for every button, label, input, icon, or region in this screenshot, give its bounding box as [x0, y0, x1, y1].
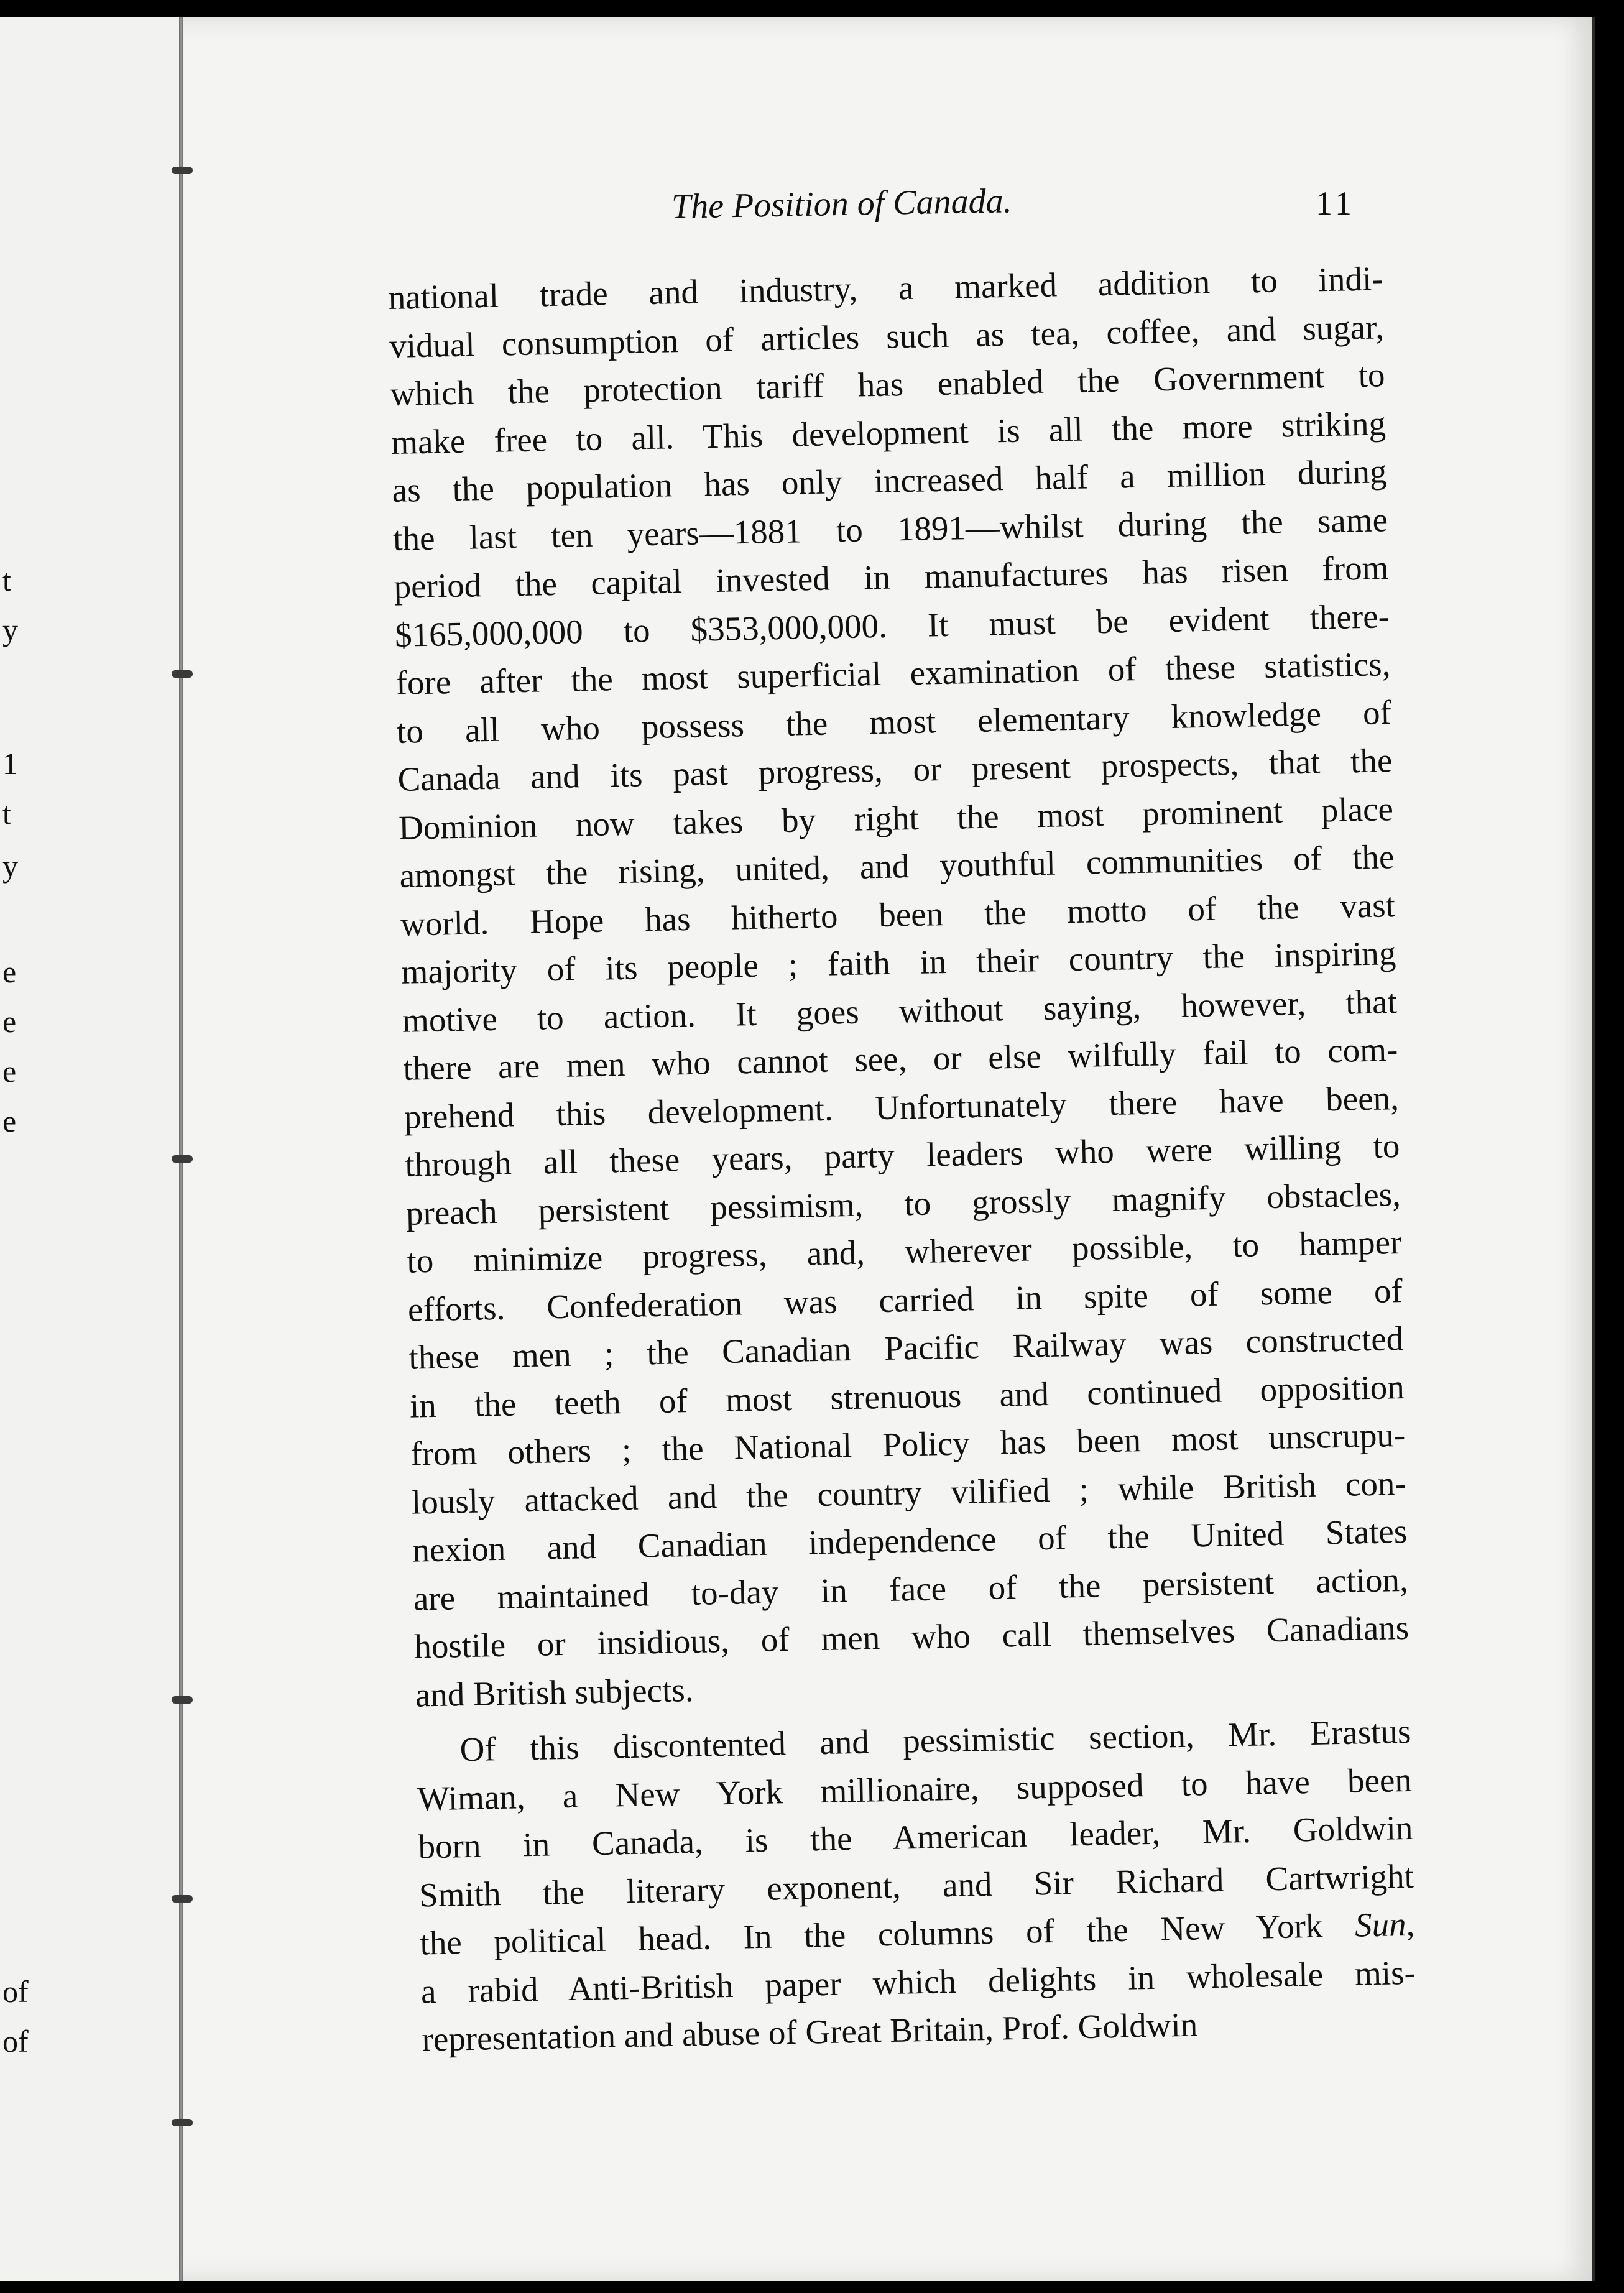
previous-page-letter: of [2, 2024, 29, 2059]
text-line: from others ; the National Policy has been most unscrupu- [410, 1415, 1406, 1473]
text-line: in the teeth of most strenuous and continued opposition [409, 1367, 1405, 1425]
binding-stitch [172, 670, 193, 678]
text-line: motive to action. It goes without saying, however, that [402, 982, 1398, 1040]
text-line: Of this discontented and pessimistic section, Mr. Erastus [459, 1712, 1411, 1769]
text-line: as the population has only increased half a million during [392, 452, 1387, 509]
text-line: there are men who cannot see, or else wilfully fail to com- [402, 1030, 1398, 1087]
text-line: Wiman, a New York millionaire, supposed to have been [417, 1760, 1413, 1818]
binding-stitch [172, 1155, 193, 1163]
text-line: Dominion now takes by right the most prominent place [398, 789, 1394, 847]
text-line: nexion and Canadian independence of the United States [412, 1511, 1408, 1569]
previous-page-letter: e [2, 1004, 17, 1039]
punctuation: , [1405, 1904, 1415, 1944]
text-line: efforts. Confederation was carried in spite of some of [407, 1271, 1403, 1329]
running-title: The Position of Canada. [671, 182, 1013, 226]
previous-page-letter: 1 [2, 746, 18, 781]
previous-page-letter: e [2, 1104, 17, 1138]
text-line: born in Canada, is the American leader, Mr. Goldwin [417, 1808, 1413, 1866]
previous-page-letter: e [2, 954, 17, 989]
text-line: world. Hope has hitherto been the motto of the vast [400, 885, 1396, 943]
text-line: vidual consumption of articles such as tea, coffee, and sugar, [389, 307, 1385, 365]
previous-page-letter: e [2, 1054, 17, 1089]
text-line: majority of its people ; faith in their country the inspiring [400, 934, 1396, 991]
text-line: $165,000,000 to $353,000,000. It must be evident there- [394, 596, 1390, 654]
text-line: prehend this development. Unfortunately there have been, [404, 1078, 1400, 1136]
previous-page-letter: of [2, 1974, 29, 2009]
text-line: are maintained to-day in face of the persistent action, [413, 1560, 1409, 1618]
text-line: Smith the literary exponent, and Sir Richard Cartwright [418, 1857, 1414, 1914]
text-line: the last ten years—1881 to 1891—whilst during the same [392, 500, 1388, 558]
book-page [0, 17, 1595, 2281]
text-line: to all who possess the most elementary knowledge of [396, 693, 1392, 750]
page-number: 11 [1316, 185, 1355, 222]
text-line-content: the political head. In the columns of the New York [419, 1906, 1355, 1962]
book-binding-gutter [179, 17, 183, 2281]
text-line: period the capital invested in manufactures has risen from [394, 548, 1389, 606]
text-line: a rabid Anti-British paper which delights in wholesale mis- [420, 1953, 1416, 2010]
text-line: make free to all. This development is all the more striking [390, 404, 1386, 461]
text-line: national trade and industry, a marked addition to indi- [388, 259, 1384, 316]
body-text [388, 254, 1417, 2064]
binding-stitch [172, 1895, 193, 1903]
binding-stitch [172, 2119, 193, 2126]
running-head [0, 184, 1592, 234]
text-line: to minimize progress, and, wherever possible, to hamper [406, 1222, 1402, 1280]
text-line: representation and abuse of Great Britain, Prof. Goldwin [421, 2005, 1198, 2059]
previous-page-edge [0, 17, 180, 2281]
italic-word: Sun [1354, 1905, 1407, 1944]
text-line: these men ; the Canadian Pacific Railway was constructed [408, 1319, 1404, 1377]
previous-page-letter: y [2, 612, 18, 647]
text-line: preach persistent pessimism, to grossly magnify obstacles, [405, 1174, 1401, 1232]
text-line: lously attacked and the country vilified ; while British con- [411, 1464, 1407, 1521]
previous-page-letters [0, 17, 50, 2281]
text-line: Canada and its past progress, or present prospects, that the [397, 741, 1393, 798]
text-line: amongst the rising, united, and youthful communities of the [399, 837, 1395, 895]
previous-page-letter: t [2, 563, 11, 597]
binding-stitch [172, 167, 193, 174]
text-line: and British subjects. [415, 1670, 694, 1714]
text-line: through all these years, party leaders who were willing to [404, 1127, 1400, 1184]
previous-page-letter: t [2, 796, 11, 831]
previous-page-letter: y [2, 849, 18, 884]
text-line: fore after the most superficial examination of these statistics, [395, 645, 1391, 702]
text-line: which the protection tariff has enabled the Government to [390, 356, 1386, 413]
binding-stitch [172, 1696, 193, 1704]
text-line: hostile or insidious, of men who call themselves Canadians [413, 1608, 1409, 1666]
